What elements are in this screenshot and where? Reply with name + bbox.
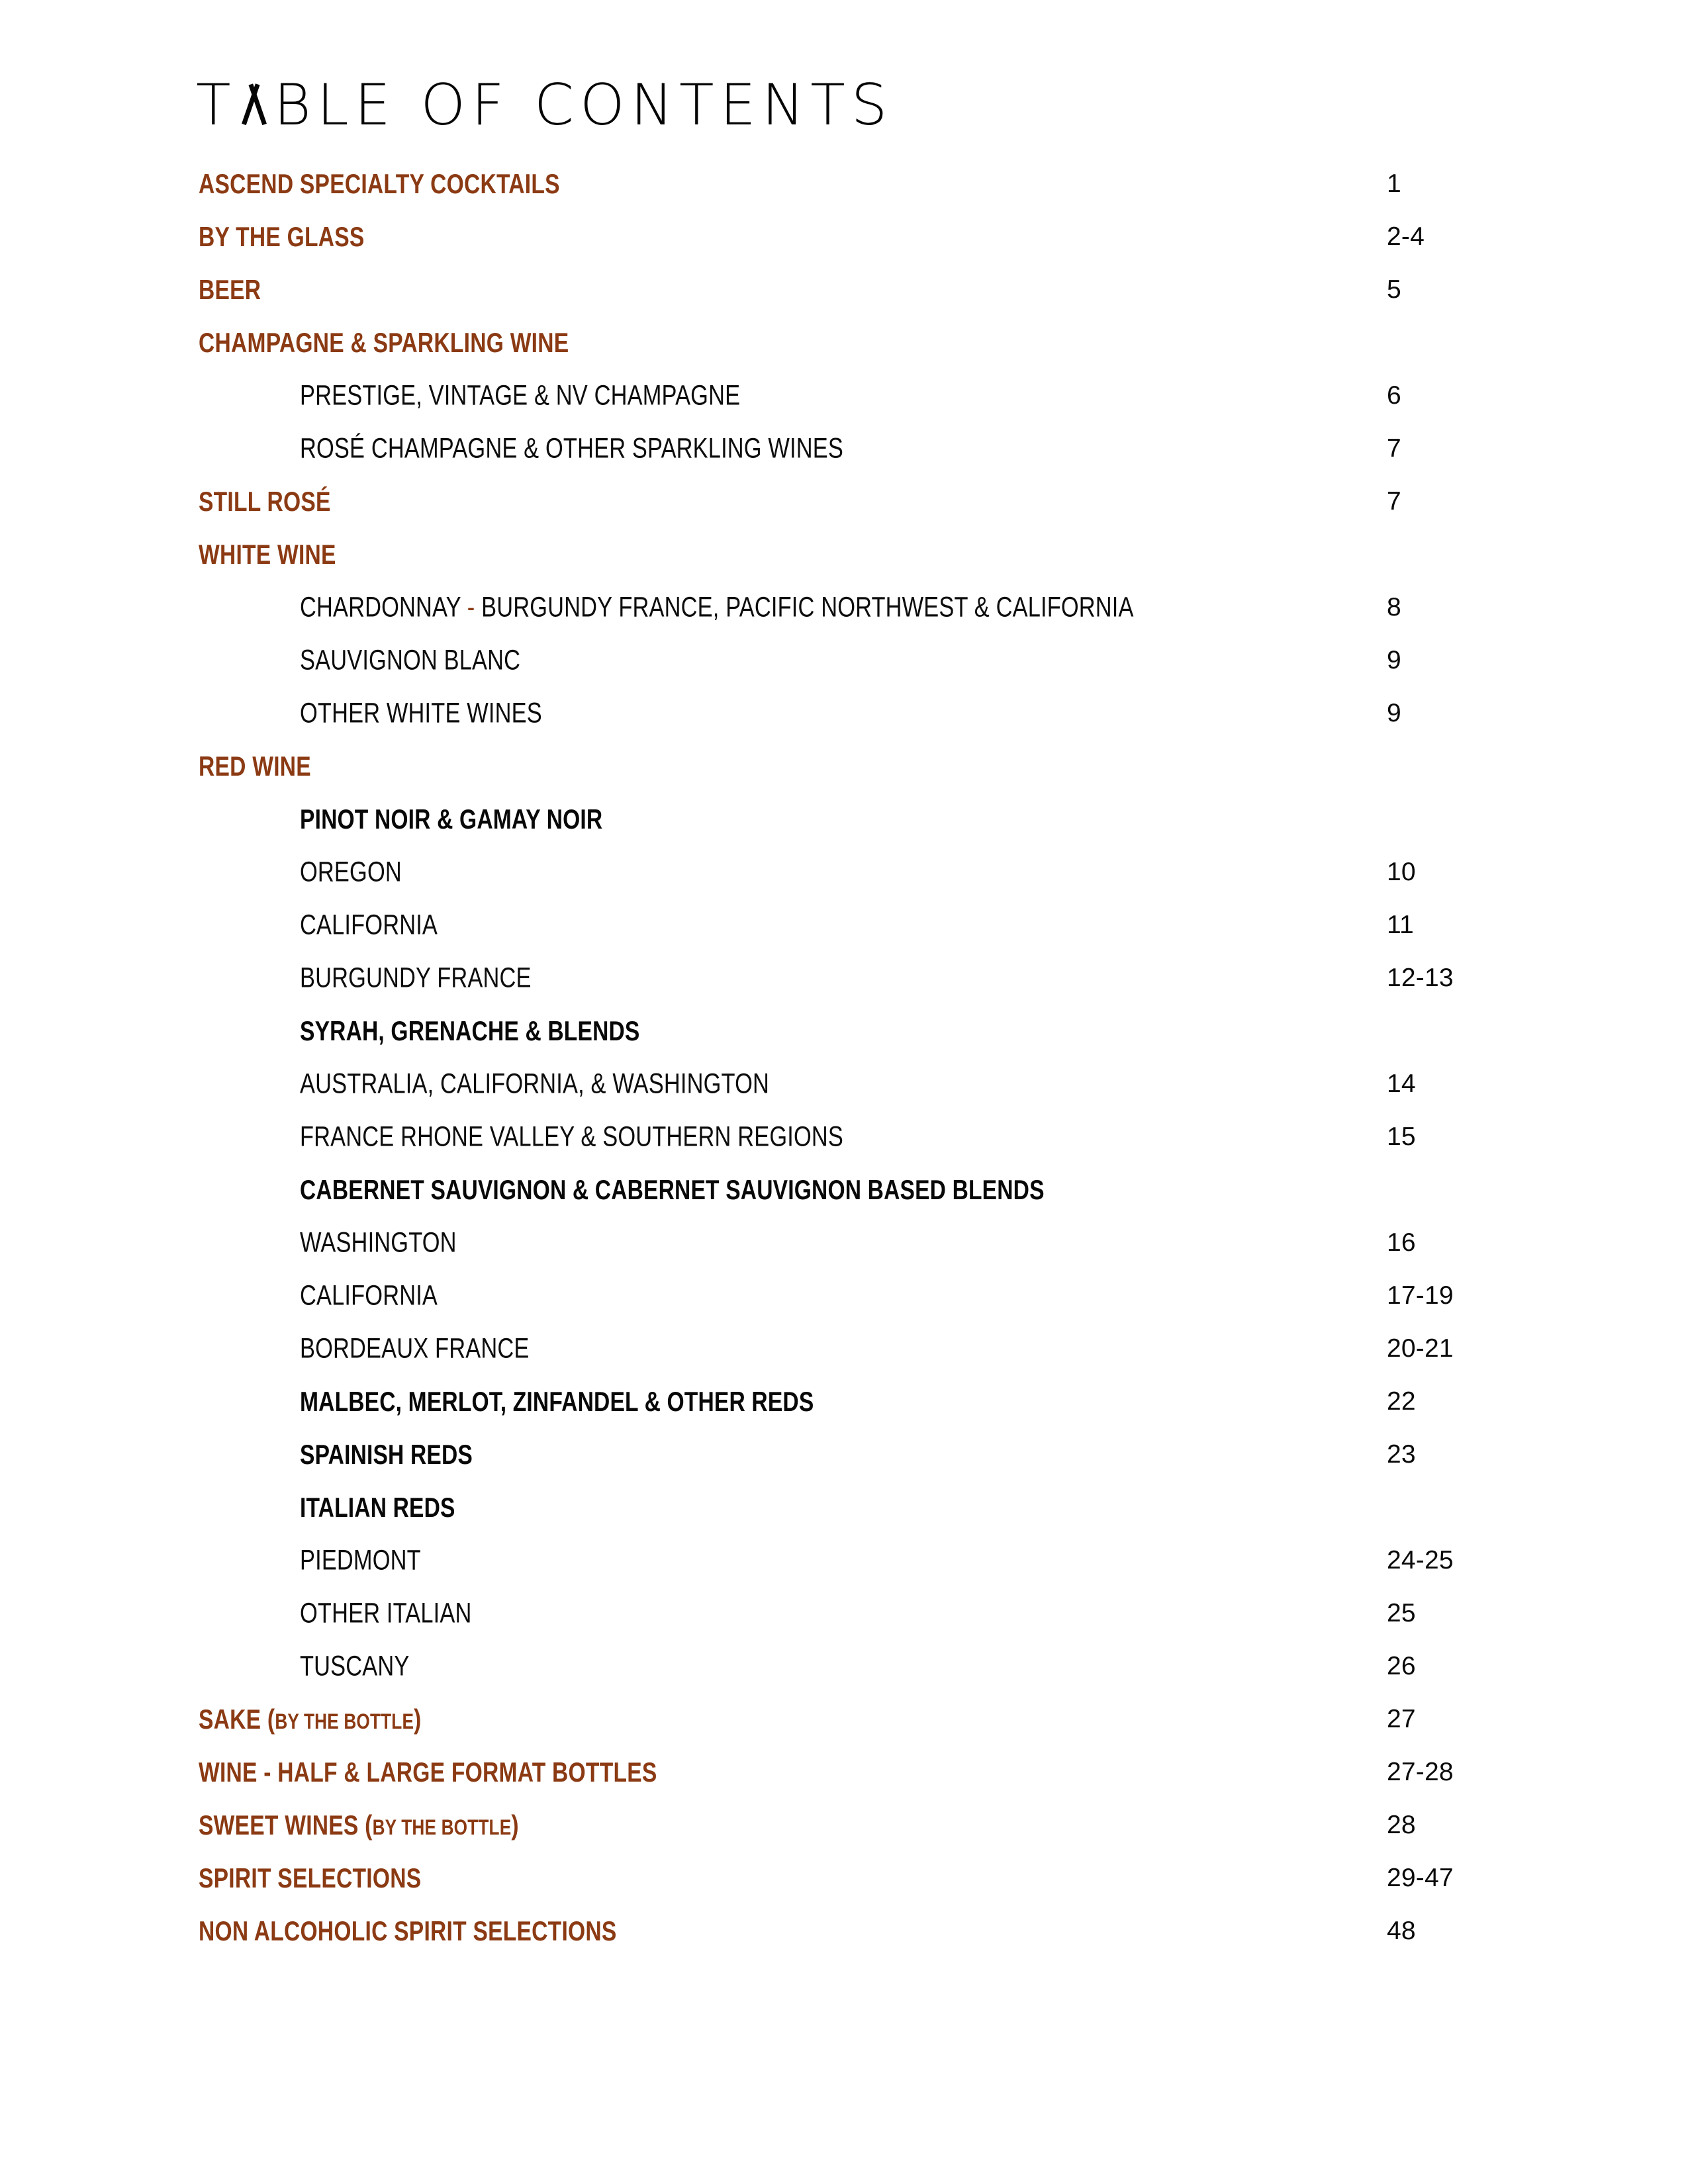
toc-entry-label-close-paren: )	[511, 1809, 519, 1841]
toc-row[interactable]	[0, 1852, 1688, 1905]
toc-entry-label-part: BURGUNDY FRANCE, PACIFIC NORTHWEST & CALIFORNIA	[475, 591, 1134, 623]
toc-row[interactable]	[0, 1640, 1688, 1693]
toc-entry-label-smallcaps: BY THE BOTTLE	[372, 1815, 512, 1839]
toc-row[interactable]	[0, 1111, 1688, 1163]
toc-entry-label: OTHER WHITE WINES	[300, 697, 542, 729]
toc-row[interactable]	[0, 158, 1688, 210]
toc-row[interactable]	[0, 316, 1688, 369]
toc-row[interactable]	[0, 263, 1688, 316]
toc-entry-page-number: 22	[1387, 1387, 1416, 1416]
toc-row[interactable]	[0, 369, 1688, 422]
toc-row[interactable]	[0, 1322, 1688, 1375]
toc-entry-page-number: 1	[1387, 169, 1401, 198]
toc-row[interactable]	[0, 687, 1688, 740]
toc-entry-page-number: 28	[1387, 1811, 1416, 1839]
toc-entry-label-part: CHARDONNAY	[300, 591, 467, 623]
toc-entry-label: CALIFORNIA	[300, 909, 438, 941]
toc-entry-label: BURGUNDY FRANCE	[300, 962, 532, 994]
toc-entry-page-number: 7	[1387, 487, 1401, 516]
toc-entry-label: CABERNET SAUVIGNON & CABERNET SAUVIGNON BASED BLENDS	[300, 1174, 1045, 1205]
toc-entry-page-number: 9	[1387, 699, 1401, 727]
toc-entry-page-number: 23	[1387, 1440, 1416, 1469]
toc-entry-label: PINOT NOIR & GAMAY NOIR	[300, 803, 603, 835]
toc-entry-label-main: SWEET WINES (	[199, 1809, 373, 1841]
toc-row[interactable]	[0, 475, 1688, 528]
toc-entry-label: PRESTIGE, VINTAGE & NV CHAMPAGNE	[300, 379, 741, 412]
toc-entry-label	[199, 1704, 422, 1735]
toc-entry-label: CHAMPAGNE & SPARKLING WINE	[199, 327, 569, 358]
toc-row[interactable]	[0, 1799, 1688, 1852]
toc-row[interactable]	[0, 846, 1688, 899]
toc-entry-label	[300, 592, 1134, 624]
toc-entry-page-number: 48	[1387, 1917, 1416, 1945]
toc-entry-page-number: 24-25	[1387, 1546, 1454, 1574]
toc-entry-page-number: 10	[1387, 858, 1416, 886]
toc-entry-label: SPAINISH REDS	[300, 1439, 473, 1470]
toc-entry-label: BY THE GLASS	[199, 221, 365, 252]
toc-entry-label: PIEDMONT	[300, 1544, 421, 1576]
toc-row[interactable]	[0, 634, 1688, 687]
toc-row[interactable]	[0, 581, 1688, 634]
toc-entry-page-number: 27-28	[1387, 1758, 1454, 1786]
toc-entry-page-number: 27	[1387, 1705, 1416, 1733]
toc-entry-page-number: 29-47	[1387, 1864, 1454, 1892]
toc-entry-label: ROSÉ CHAMPAGNE & OTHER SPARKLING WINES	[300, 432, 843, 465]
toc-entry-page-number: 25	[1387, 1599, 1416, 1627]
toc-entry-page-number: 14	[1387, 1069, 1416, 1098]
toc-entry-label: BEER	[199, 274, 261, 305]
toc-row[interactable]	[0, 1587, 1688, 1640]
toc-entry-label: SAUVIGNON BLANC	[300, 644, 521, 676]
toc-entry-page-number: 26	[1387, 1652, 1416, 1680]
toc-entry-label: ASCEND SPECIALTY COCKTAILS	[199, 168, 560, 199]
toc-entry-label-smallcaps: BY THE BOTTLE	[275, 1709, 414, 1733]
toc-row[interactable]	[0, 528, 1688, 581]
toc-entry-page-number: 8	[1387, 593, 1401, 621]
toc-entry-label: MALBEC, MERLOT, ZINFANDEL & OTHER REDS	[300, 1386, 814, 1417]
toc-row[interactable]	[0, 1163, 1688, 1216]
toc-entry-page-number: 12-13	[1387, 964, 1454, 992]
toc-row[interactable]	[0, 1693, 1688, 1746]
toc-entry-page-number: 2-4	[1387, 222, 1425, 251]
toc-entry-label: WHITE WINE	[199, 539, 336, 570]
toc-entry-label: SYRAH, GRENACHE & BLENDS	[300, 1015, 640, 1046]
toc-row[interactable]	[0, 740, 1688, 793]
toc-entry-label: BORDEAUX FRANCE	[300, 1332, 530, 1365]
toc-row[interactable]	[0, 1534, 1688, 1587]
toc-entry-page-number: 16	[1387, 1228, 1416, 1257]
toc-entry-label-main: SAKE (	[199, 1704, 275, 1735]
toc-row[interactable]	[0, 1375, 1688, 1428]
toc-entry-label: SPIRIT SELECTIONS	[199, 1862, 422, 1893]
toc-row[interactable]	[0, 1905, 1688, 1958]
toc-row[interactable]	[0, 1746, 1688, 1799]
toc-entry-page-number: 6	[1387, 381, 1401, 410]
toc-row[interactable]	[0, 1428, 1688, 1481]
toc-entry-label: OTHER ITALIAN	[300, 1597, 472, 1629]
toc-entry-page-number: 5	[1387, 275, 1401, 304]
toc-row[interactable]	[0, 422, 1688, 475]
toc-entry-label: OREGON	[300, 856, 402, 888]
toc-entry-label: RED WINE	[199, 751, 311, 782]
toc-entry-page-number: 15	[1387, 1122, 1416, 1151]
toc-entry-page-number: 9	[1387, 646, 1401, 674]
toc-entry-page-number: 20-21	[1387, 1334, 1454, 1363]
toc-entry-label: CALIFORNIA	[300, 1279, 438, 1312]
toc-row[interactable]	[0, 210, 1688, 263]
toc-entry-label: TUSCANY	[300, 1650, 410, 1682]
toc-entry-page-number: 7	[1387, 434, 1401, 463]
toc-row[interactable]	[0, 1216, 1688, 1269]
toc-entry-page-number: 17-19	[1387, 1281, 1454, 1310]
toc-row[interactable]	[0, 1005, 1688, 1058]
page-title: T BLE OF CONTENTS	[196, 72, 894, 138]
toc-row[interactable]	[0, 1481, 1688, 1534]
toc-row[interactable]	[0, 952, 1688, 1005]
toc-entry-label: FRANCE RHONE VALLEY & SOUTHERN REGIONS	[300, 1120, 844, 1153]
toc-row[interactable]	[0, 1058, 1688, 1111]
title-letter-a	[237, 83, 272, 124]
toc-row[interactable]	[0, 1269, 1688, 1322]
toc-entry-label: AUSTRALIA, CALIFORNIA, & WASHINGTON	[300, 1068, 770, 1100]
toc-entry-label: ITALIAN REDS	[300, 1492, 455, 1523]
toc-entry-label-close-paren: )	[414, 1704, 422, 1735]
toc-entry-page-number: 11	[1387, 911, 1414, 939]
toc-entry-label: NON ALCOHOLIC SPIRIT SELECTIONS	[199, 1915, 617, 1946]
toc-entry-label	[199, 1809, 519, 1841]
toc-row[interactable]	[0, 793, 1688, 846]
toc-entry-separator-hyphen: -	[467, 591, 475, 623]
toc-entry-label: WINE - HALF & LARGE FORMAT BOTTLES	[199, 1756, 657, 1788]
toc-entry-label: WASHINGTON	[300, 1226, 457, 1259]
toc-list	[0, 158, 1688, 1958]
toc-entry-label: STILL ROSÉ	[199, 486, 331, 517]
toc-row[interactable]	[0, 899, 1688, 952]
